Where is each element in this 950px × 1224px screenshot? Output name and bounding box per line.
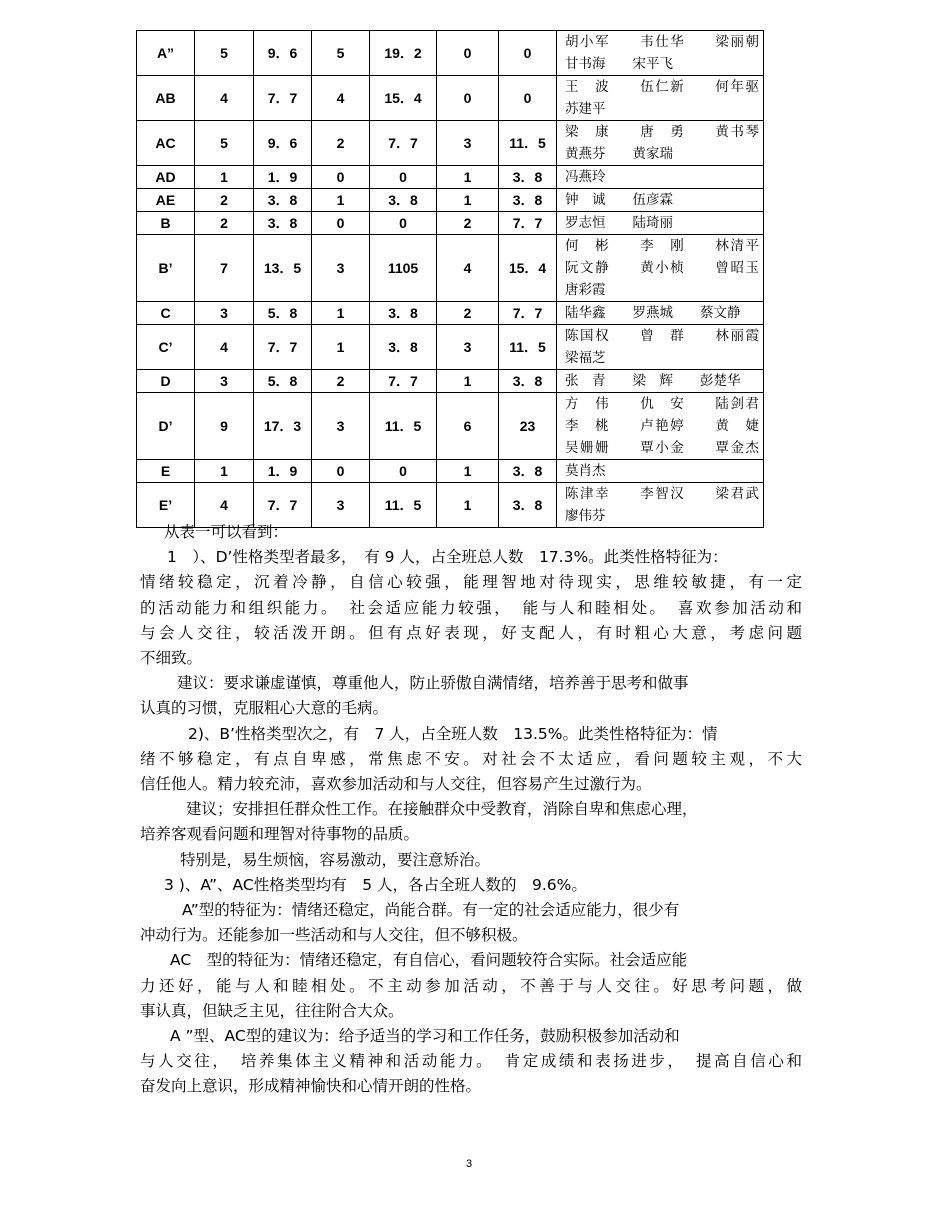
student-names-line: 唐彩霞 (565, 282, 606, 298)
cell-p3: 7．7 (499, 302, 557, 325)
cell-type: E’ (137, 483, 195, 528)
cell-p1: 7．7 (254, 76, 312, 121)
cell-n3: 3 (437, 121, 499, 166)
cell-n2: 3 (312, 235, 370, 302)
cell-p1: 7．7 (254, 325, 312, 370)
cell-p1: 5．8 (254, 302, 312, 325)
cell-p2: 0 (370, 460, 437, 483)
student-names-line: 胡小军 韦仕华 梁丽朝 (565, 34, 759, 50)
cell-p2: 0 (370, 166, 437, 189)
cell-n2: 3 (312, 393, 370, 460)
suggestion-line: 建议：要求谦虚谨慎，尊重他人，防止骄傲自满情绪，培养善于思考和做事 (177, 674, 689, 693)
cell-n2: 1 (312, 302, 370, 325)
suggestion-line: 认真的习惯，克服粗心大意的毛病。 (140, 699, 389, 718)
student-names-line: 陈津幸 李智汉 梁君武 (565, 486, 759, 502)
cell-p3: 3．8 (499, 370, 557, 393)
cell-n1: 4 (195, 76, 254, 121)
student-names-line: 阮文静 黄小桢 曾昭玉 (565, 260, 759, 276)
cell-type: B’ (137, 235, 195, 302)
intro-line: 从表一可以看到： (164, 523, 289, 541)
student-names-line: 梁福芝 (565, 350, 606, 366)
suggestion-line: 建议；安排担任群众性工作。在接触群众中受教育，消除自卑和焦虑心理， (186, 800, 698, 819)
cell-p2: 1105 (370, 235, 437, 302)
table-row (137, 460, 764, 483)
paragraph-line: AC 型的特征为：情绪还稳定，有自信心，看问题较符合实际。社会适应能 (170, 951, 688, 970)
paragraph-line: 的活动能力和组织能力。 社会适应能力较强， 能与人和睦相处。 喜欢参加活动和 (140, 598, 802, 617)
table-row (137, 235, 764, 302)
suggestion-line: 与人交往， 培养集体主义精神和活动能力。 肯定成绩和表扬进步， 提高自信心和 (140, 1052, 802, 1071)
cell-p3: 11．5 (499, 121, 557, 166)
cell-p1: 1．9 (254, 460, 312, 483)
cell-p2: 15．4 (370, 76, 437, 121)
table-row (137, 76, 764, 121)
cell-n3: 6 (437, 393, 499, 460)
cell-names (557, 325, 764, 370)
cell-p3: 11．5 (499, 325, 557, 370)
student-names-line: 梁 康 唐 勇 黄书琴 (565, 124, 759, 140)
cell-n2: 0 (312, 166, 370, 189)
cell-type: A” (137, 31, 195, 76)
paragraph-line: 1 ）、D’性格类型者最多， 有 9 人，占全班总人数 17.3%。此类性格特征为： (167, 548, 728, 567)
cell-names (557, 76, 764, 121)
cell-n1: 4 (195, 483, 254, 528)
cell-p2: 11．5 (370, 483, 437, 528)
cell-p1: 7．7 (254, 483, 312, 528)
cell-type: D’ (137, 393, 195, 460)
cell-n3: 1 (437, 189, 499, 212)
cell-n1: 3 (195, 370, 254, 393)
student-names-line: 罗志恒 陆琦丽 (565, 215, 673, 231)
student-names-line: 黄燕芬 黄家瑞 (565, 146, 673, 162)
cell-n3: 0 (437, 31, 499, 76)
cell-p3: 3．8 (499, 189, 557, 212)
cell-names (557, 121, 764, 166)
cell-n2: 1 (312, 325, 370, 370)
cell-p2: 7．7 (370, 121, 437, 166)
cell-names (557, 166, 764, 189)
cell-p1: 3．8 (254, 212, 312, 235)
student-names-line: 廖伟芬 (565, 508, 606, 524)
cell-n2: 0 (312, 212, 370, 235)
paragraph-line: 冲动行为。还能参加一些活动和与人交往，但不够积极。 (140, 926, 528, 945)
cell-n3: 2 (437, 302, 499, 325)
cell-type: C (137, 302, 195, 325)
cell-n3: 0 (437, 76, 499, 121)
cell-names (557, 235, 764, 302)
cell-type: AD (137, 166, 195, 189)
student-names-line: 李 桃 卢艳婷 黄 婕 (565, 418, 759, 434)
cell-p1: 13．5 (254, 235, 312, 302)
cell-p1: 9．6 (254, 121, 312, 166)
cell-n3: 1 (437, 460, 499, 483)
cell-names (557, 189, 764, 212)
cell-p2: 19．2 (370, 31, 437, 76)
cell-p1: 9．6 (254, 31, 312, 76)
cell-n1: 1 (195, 166, 254, 189)
cell-n2: 3 (312, 483, 370, 528)
cell-p1: 3．8 (254, 189, 312, 212)
cell-p1: 5．8 (254, 370, 312, 393)
cell-n1: 2 (195, 189, 254, 212)
table-body (137, 31, 764, 528)
cell-type: AC (137, 121, 195, 166)
cell-n1: 5 (195, 121, 254, 166)
cell-p2: 7．7 (370, 370, 437, 393)
cell-n1: 2 (195, 212, 254, 235)
cell-n2: 2 (312, 121, 370, 166)
cell-n1: 9 (195, 393, 254, 460)
cell-p3: 7．7 (499, 212, 557, 235)
paragraph-line: 信任他人。精力较充沛，喜欢参加活动和与人交往，但容易产生过激行为。 (140, 775, 652, 794)
cell-p2: 0 (370, 212, 437, 235)
cell-p3: 0 (499, 76, 557, 121)
cell-names (557, 302, 764, 325)
cell-n3: 1 (437, 166, 499, 189)
cell-p3: 23 (499, 393, 557, 460)
cell-type: D (137, 370, 195, 393)
cell-type: E (137, 460, 195, 483)
table-row (137, 166, 764, 189)
cell-type: C’ (137, 325, 195, 370)
personality-type-table (136, 30, 764, 528)
cell-n2: 2 (312, 370, 370, 393)
table-row (137, 325, 764, 370)
cell-p1: 1．9 (254, 166, 312, 189)
paragraph-line: 与会人交往，较活泼开朗。但有点好表现，好支配人，有时粗心大意，考虑问题 (140, 623, 802, 642)
suggestion-line: 奋发向上意识，形成精神愉快和心情开朗的性格。 (140, 1077, 482, 1096)
cell-n1: 7 (195, 235, 254, 302)
student-names-line: 吴姗姗 覃小金 覃金杰 (565, 440, 759, 456)
cell-n3: 4 (437, 235, 499, 302)
cell-names (557, 370, 764, 393)
student-names-line: 莫肖杰 (565, 463, 606, 479)
student-names-line: 甘书海 宋平飞 (565, 56, 673, 72)
cell-type: B (137, 212, 195, 235)
table-row (137, 302, 764, 325)
student-names-line: 张 青 梁 辉 彭楚华 (565, 373, 741, 389)
cell-n2: 0 (312, 460, 370, 483)
student-names-line: 王 波 伍仁新 何年驱 (565, 79, 759, 95)
student-names-line: 冯燕玲 (565, 169, 606, 185)
cell-names (557, 31, 764, 76)
paragraph-line: 事认真，但缺乏主见，往往附合大众。 (140, 1001, 404, 1020)
cell-n2: 5 (312, 31, 370, 76)
paragraph-line: 力还好，能与人和睦相处。不主动参加活动，不善于与人交往。好思考问题，做 (140, 976, 802, 995)
cell-p3: 3．8 (499, 460, 557, 483)
student-names-line: 方 伟 仇 安 陆剑君 (565, 396, 759, 412)
table-row (137, 189, 764, 212)
paragraph-line: 不细致。 (140, 649, 203, 668)
paragraph-line: A”型的特征为：情绪还稳定，尚能合群。有一定的社会适应能力，很少有 (182, 901, 680, 920)
suggestion-line: 培养客观看问题和理智对待事物的品质。 (140, 825, 420, 844)
cell-p2: 3．8 (370, 189, 437, 212)
paragraph-line: 情绪较稳定，沉着冷静，自信心较强，能理智地对待现实，思维较敏捷，有一定 (140, 573, 802, 592)
cell-p3: 3．8 (499, 483, 557, 528)
suggestion-line: 特别是，易生烦恼，容易激动，要注意矫治。 (180, 850, 491, 869)
student-names-line: 钟 诚 伍彦霖 (565, 192, 673, 208)
analysis-text (140, 520, 802, 1100)
cell-p1: 17．3 (254, 393, 312, 460)
cell-p2: 3．8 (370, 325, 437, 370)
cell-n2: 1 (312, 189, 370, 212)
cell-type: AB (137, 76, 195, 121)
table-row (137, 31, 764, 76)
cell-type: AE (137, 189, 195, 212)
cell-names (557, 460, 764, 483)
student-names-line: 何 彬 李 刚 林清平 (565, 238, 759, 254)
table-row (137, 370, 764, 393)
cell-n2: 4 (312, 76, 370, 121)
student-names-line: 苏建平 (565, 101, 606, 117)
cell-p2: 11．5 (370, 393, 437, 460)
cell-n1: 3 (195, 302, 254, 325)
table-row (137, 121, 764, 166)
cell-names (557, 212, 764, 235)
cell-p3: 3．8 (499, 166, 557, 189)
table-row (137, 212, 764, 235)
cell-p2: 3．8 (370, 302, 437, 325)
page-number: 3 (466, 1158, 473, 1170)
cell-p3: 0 (499, 31, 557, 76)
cell-n3: 1 (437, 370, 499, 393)
suggestion-line: A ”型、AC型的建议为：给予适当的学习和工作任务，鼓励积极参加活动和 (170, 1027, 680, 1046)
paragraph-line: 3 )、A”、AC性格类型均有 5 人，各占全班人数的 9.6%。 (164, 875, 587, 894)
cell-n3: 1 (437, 483, 499, 528)
student-names-line: 陆华鑫 罗燕城 蔡文静 (565, 305, 741, 321)
student-names-line: 陈国权 曾 群 林丽霞 (565, 328, 759, 344)
table-row (137, 393, 764, 460)
cell-n1: 1 (195, 460, 254, 483)
cell-n1: 4 (195, 325, 254, 370)
paragraph-line: 2)、B’性格类型次之，有 7 人，占全班人数 13.5%。此类性格特征为：情 (188, 724, 718, 743)
cell-p3: 15．4 (499, 235, 557, 302)
cell-n3: 3 (437, 325, 499, 370)
paragraph-line: 绪不够稳定，有点自卑感，常焦虑不安。对社会不太适应，看问题较主观，不大 (140, 749, 802, 768)
cell-n3: 2 (437, 212, 499, 235)
cell-n1: 5 (195, 31, 254, 76)
cell-names (557, 393, 764, 460)
